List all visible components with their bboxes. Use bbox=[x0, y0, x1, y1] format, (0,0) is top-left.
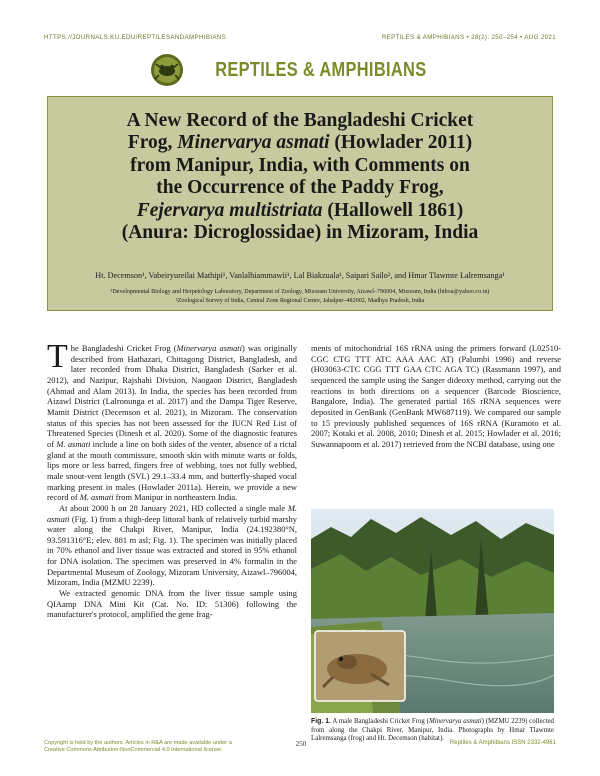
article-title bbox=[47, 110, 553, 244]
paragraph: ments of mitochondrial 16S rRNA using the primers forward (L02510-CGC CTG TTT ATC AAA AAC AT) (Palumbi 1996) and reverse (H03063-CTC CGG TTT GAA CTC AGA TC) (Rassmann 1997), and sequenced the sample using the Sanger dideoxy method, carrying out the reactions in both directions on a sequencer (Barcode Bioscience, Bangalore, India). The generated partial 16S rRNA sequences were deposited in GenBank (GenBank MW687119). We compared our sample to 15 previously published sequences of 16S rRNA (Kuramoto et al. 2007; Kotaki et al. 2008, 2010; Dinesh et al. 2015; Howlader et al. 2016; Suwannapoom et al. 2017) retrieved from the NCBI database, using one bbox=[311, 343, 561, 449]
title-line: (Anura: Dicroglossidae) in Mizoram, India bbox=[121, 222, 479, 244]
caption-label: Fig. 1. bbox=[311, 718, 331, 725]
paragraph: We extracted genomic DNA from the liver tissue sample using QIAamp DNA Mini Kit (Cat. No. ID: 51306) following the manufacturer's protocol, amplified the gene frag- bbox=[47, 588, 297, 620]
title-line: A New Record of the Bangladeshi Cricket bbox=[126, 110, 474, 131]
affiliation: ²Zoological Survey of India, Central Zone Regional Centre, Jabalpur–482002, Madhya Pradesh, India bbox=[175, 298, 425, 304]
body-column-left bbox=[47, 338, 298, 620]
species-name: Minervarya asmati bbox=[177, 132, 330, 154]
affiliation: ¹Developmental Biology and Herpetology Laboratory, Department of Zoology, Mizoram University, Aizawl–796004, Mizoram, India (htlrsa@yahoo.co.in) bbox=[110, 289, 490, 295]
issue-citation: REPTILES & AMPHIBIANS • 28(2): 250–254 • AUG 2021 bbox=[381, 34, 556, 41]
body-column-right bbox=[311, 343, 561, 450]
habitat-photo-icon bbox=[311, 509, 554, 713]
species-name: Fejervarya multistriata bbox=[136, 199, 323, 221]
title-line: Fejervarya multistriata (Hallowell 1861) bbox=[136, 199, 464, 221]
journal-name: REPTILES & AMPHIBIANS bbox=[215, 58, 427, 81]
author-list: Ht. Decemson¹, Vabeiryureilai Mathipi¹, Vanlalhiammawii¹, Lal Biakzuala¹, Saipari Sailo², and Hmar Tlawmte Lalremsanga¹ bbox=[95, 271, 505, 280]
title-line: the Occurrence of the Paddy Frog, bbox=[156, 177, 444, 199]
journal-logo-icon bbox=[150, 53, 184, 87]
running-header bbox=[44, 34, 556, 41]
page-number: 250 bbox=[295, 740, 307, 748]
title-line: from Manipur, India, with Comments on bbox=[130, 154, 470, 176]
masthead bbox=[0, 49, 600, 91]
title-line: Frog, Minervarya asmati (Howlader 2011) bbox=[127, 132, 473, 154]
journal-url[interactable]: HTTPS://JOURNALS.KU.EDU/REPTILESANDAMPHIBIANS bbox=[44, 34, 227, 41]
figure-photo bbox=[311, 509, 554, 713]
paragraph: The Bangladeshi Cricket Frog (Minervarya asmati) was originally described from Hathazari, Chittagong District, Bangladesh, and later recorded from Dhaka District, Bangladesh (Sarker et al. 2012), and Nazipur, Rajshahi Division, Naogaon District, Bangladesh (Ahmad and Alam 2013). In India, the species has been recorded from Aizawl District (Lalronunga et al. 2017) and the Dampa Tiger Reserve, Mamit District (Decemson et al. 2021), in Mizoram. The conservation status of this species has not been assessed for the IUCN Red List of Threatened Species (Dinesh et al. 2020). Some of the diagnostic features of M. asmati include a line on both sides of the venter, absence of a rictal gland at the mouth commissure, smooth skin with minute warts or folds, lips more or less barred, fingers free of webbing, toes not fully webbed, male snout-vent length (SVL) 29.1–33.4 mm, and butterfly-shaped vocal marking present in males (Howlader 2011a). Herein, we provide a new record of M. asmati from Manipur in northeastern India. bbox=[47, 338, 298, 503]
drop-cap: T bbox=[47, 338, 68, 375]
journal-issn: Reptiles & Amphibians ISSN 2332-4961 bbox=[449, 740, 556, 746]
copyright-notice: Copyright is held by the authors. Articles in R&A are made available under a Creative Commons Attribution-NonCommercial 4.0 International license. bbox=[44, 740, 232, 754]
figure-caption: Fig. 1. A male Bangladeshi Cricket Frog (Minervarya asmati) (MZMU 2239) collected from along the Chakpi River, Manipur, India. Photographs by Hmar Tlawmte Lalremsanga (frog) and Ht. Decemson (habitat). bbox=[311, 718, 554, 743]
paragraph: At about 2000 h on 28 January 2021, HD collected a single male M. asmati (Fig. 1) from a thigh-deep littoral bank of relatively turbid marshy water along the Chakpi River, Manipur, India (24.192380°N, 93.591316°E; elev. 881 m asl; Fig. 1). The specimen was initially placed in 70% ethanol and liver tissue was extracted and stored in 95% ethanol for DNA isolation. The specimen was preserved in 4% formalin in the Departmental Museum of Zoology, Mizoram University, Aizawl–796004, Mizoram, India (MZMU 2239). bbox=[47, 502, 297, 588]
